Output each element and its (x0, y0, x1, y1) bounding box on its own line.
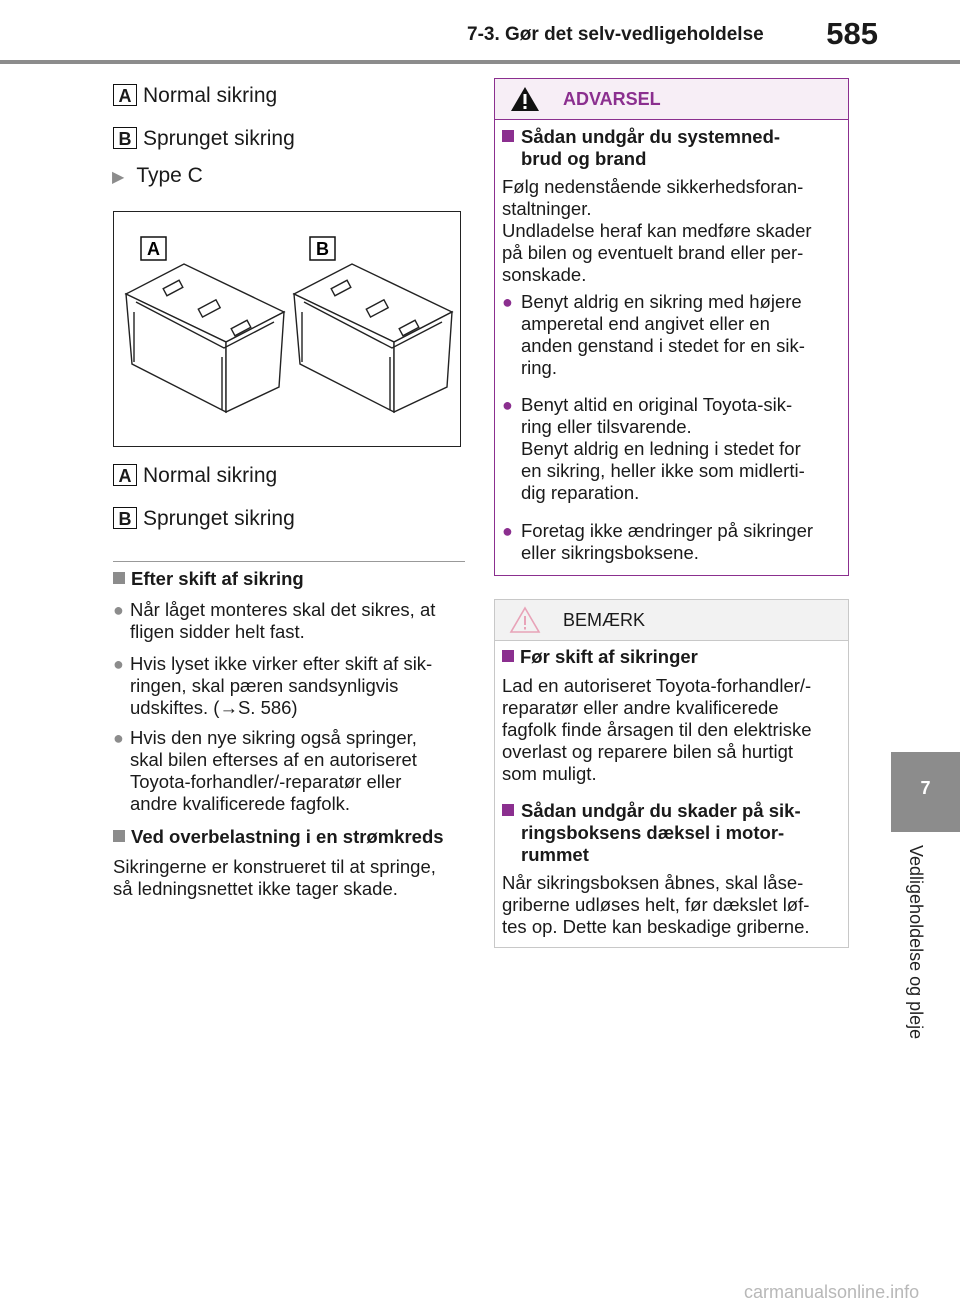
label-row-blown-2 (113, 507, 295, 531)
circle-bullet-icon: ● (113, 654, 124, 674)
type-c-heading (112, 164, 203, 188)
list-item-text: Hvis den nye sikring også springer, skal bilen efterses af en autoriseret Toyota-forhandler/-reparatør eller andre kvalificerede fagfolk. (130, 727, 417, 814)
header-rule (0, 60, 960, 64)
label-box-b: B (113, 507, 137, 529)
list-item-text: Foretag ikke ændringer på sikringer eller sikringsboksene. (521, 520, 814, 563)
list-item-text: Benyt altid en original Toyota-sik- ring eller tilsvarende. Benyt aldrig en ledning i stedet for en sikring, heller ikke som midlerti- dig reparation. (521, 394, 805, 503)
circle-bullet-icon: ● (502, 395, 513, 415)
label-text: Normal sikring (143, 84, 278, 107)
square-bullet-icon (502, 650, 514, 662)
overload-text: Sikringerne er konstrueret til at springe, så ledningsnettet ikke tager skade. (113, 856, 436, 899)
square-bullet-icon (113, 830, 125, 842)
label-text: Sprunget sikring (143, 507, 295, 530)
label-text: Normal sikring (143, 464, 278, 487)
chapter-tab-label: Vedligeholdelse og pleje (906, 845, 926, 1040)
figure-label-b: B (316, 239, 329, 259)
type-c-text: Type C (136, 164, 203, 187)
note-text-1: Lad en autoriseret Toyota-forhandler/- reparatør eller andre kvalificerede fagfolk finde årsagen til den elektriske overlast og reparere bilen så hurtigt som muligt. (502, 675, 812, 784)
label-row-blown (113, 127, 295, 151)
page-number: 585 (826, 16, 878, 51)
square-bullet-icon (502, 800, 520, 822)
warning-header (495, 79, 848, 120)
figure-label-a: A (147, 239, 160, 259)
square-bullet-icon (113, 572, 125, 584)
label-row-normal (113, 84, 277, 108)
arrow-right-icon: ▶ (112, 169, 125, 186)
note-header (495, 600, 848, 641)
heading-text: Ved overbelastning i en strømkreds (131, 826, 444, 847)
note-heading-1 (502, 646, 698, 668)
chapter-title: 7-3. Gør det selv-vedligeholdelse (467, 24, 764, 45)
notice-triangle-icon (509, 606, 541, 634)
warning-title: ADVARSEL (563, 89, 661, 109)
circle-bullet-icon: ● (502, 292, 513, 312)
square-bullet-icon (502, 126, 520, 148)
warning-triangle-icon (509, 85, 541, 113)
heading-text: Sådan undgår du skader på sik- ringsboksens dæksel i motor- rummet (521, 800, 801, 865)
label-box-b: B (113, 127, 137, 149)
fuse-b (294, 264, 452, 412)
warning-intro: Følg nedenstående sikkerhedsforan- staltninger. Undladelse heraf kan medføre skader på bilen og eventuelt brand eller per- sonskade. (502, 176, 812, 285)
list-item-text: Når låget monteres skal det sikres, at fligen sidder helt fast. (130, 599, 436, 642)
note-text-2: Når sikringsboksen åbnes, skal låse- griberne udløses helt, før dækslet løf- tes op. Dette kan beskadige griberne. (502, 872, 810, 937)
heading-text: Før skift af sikringer (520, 646, 698, 667)
circle-bullet-icon: ● (502, 521, 513, 541)
section-divider (113, 561, 465, 562)
note-title: BEMÆRK (563, 610, 646, 630)
label-row-normal-2 (113, 464, 277, 488)
fuse-illustration (113, 211, 461, 447)
heading-text: Sådan undgår du systemned- brud og brand (521, 126, 781, 169)
list-item-text: Hvis lyset ikke virker efter skift af sik- ringen, skal pæren sandsynligvis udskiftes. (→S. 586) (130, 653, 433, 718)
footer-watermark: carmanualsonline.info (744, 1282, 920, 1302)
label-text: Sprunget sikring (143, 127, 295, 150)
section-heading-overload (113, 826, 444, 848)
list-item-text: Benyt aldrig en sikring med højere amperetal end angivet eller en anden genstand i stedet for en sik- ring. (521, 291, 805, 378)
label-box-a: A (113, 464, 137, 486)
circle-bullet-icon: ● (113, 728, 124, 748)
fuse-drawing (114, 212, 459, 445)
heading-text: Efter skift af sikring (131, 568, 304, 589)
section-heading-after-replace (113, 568, 304, 590)
fuse-a (126, 264, 284, 412)
chapter-tab-number: 7 (920, 778, 931, 798)
label-box-a: A (113, 84, 137, 106)
circle-bullet-icon: ● (113, 600, 124, 620)
